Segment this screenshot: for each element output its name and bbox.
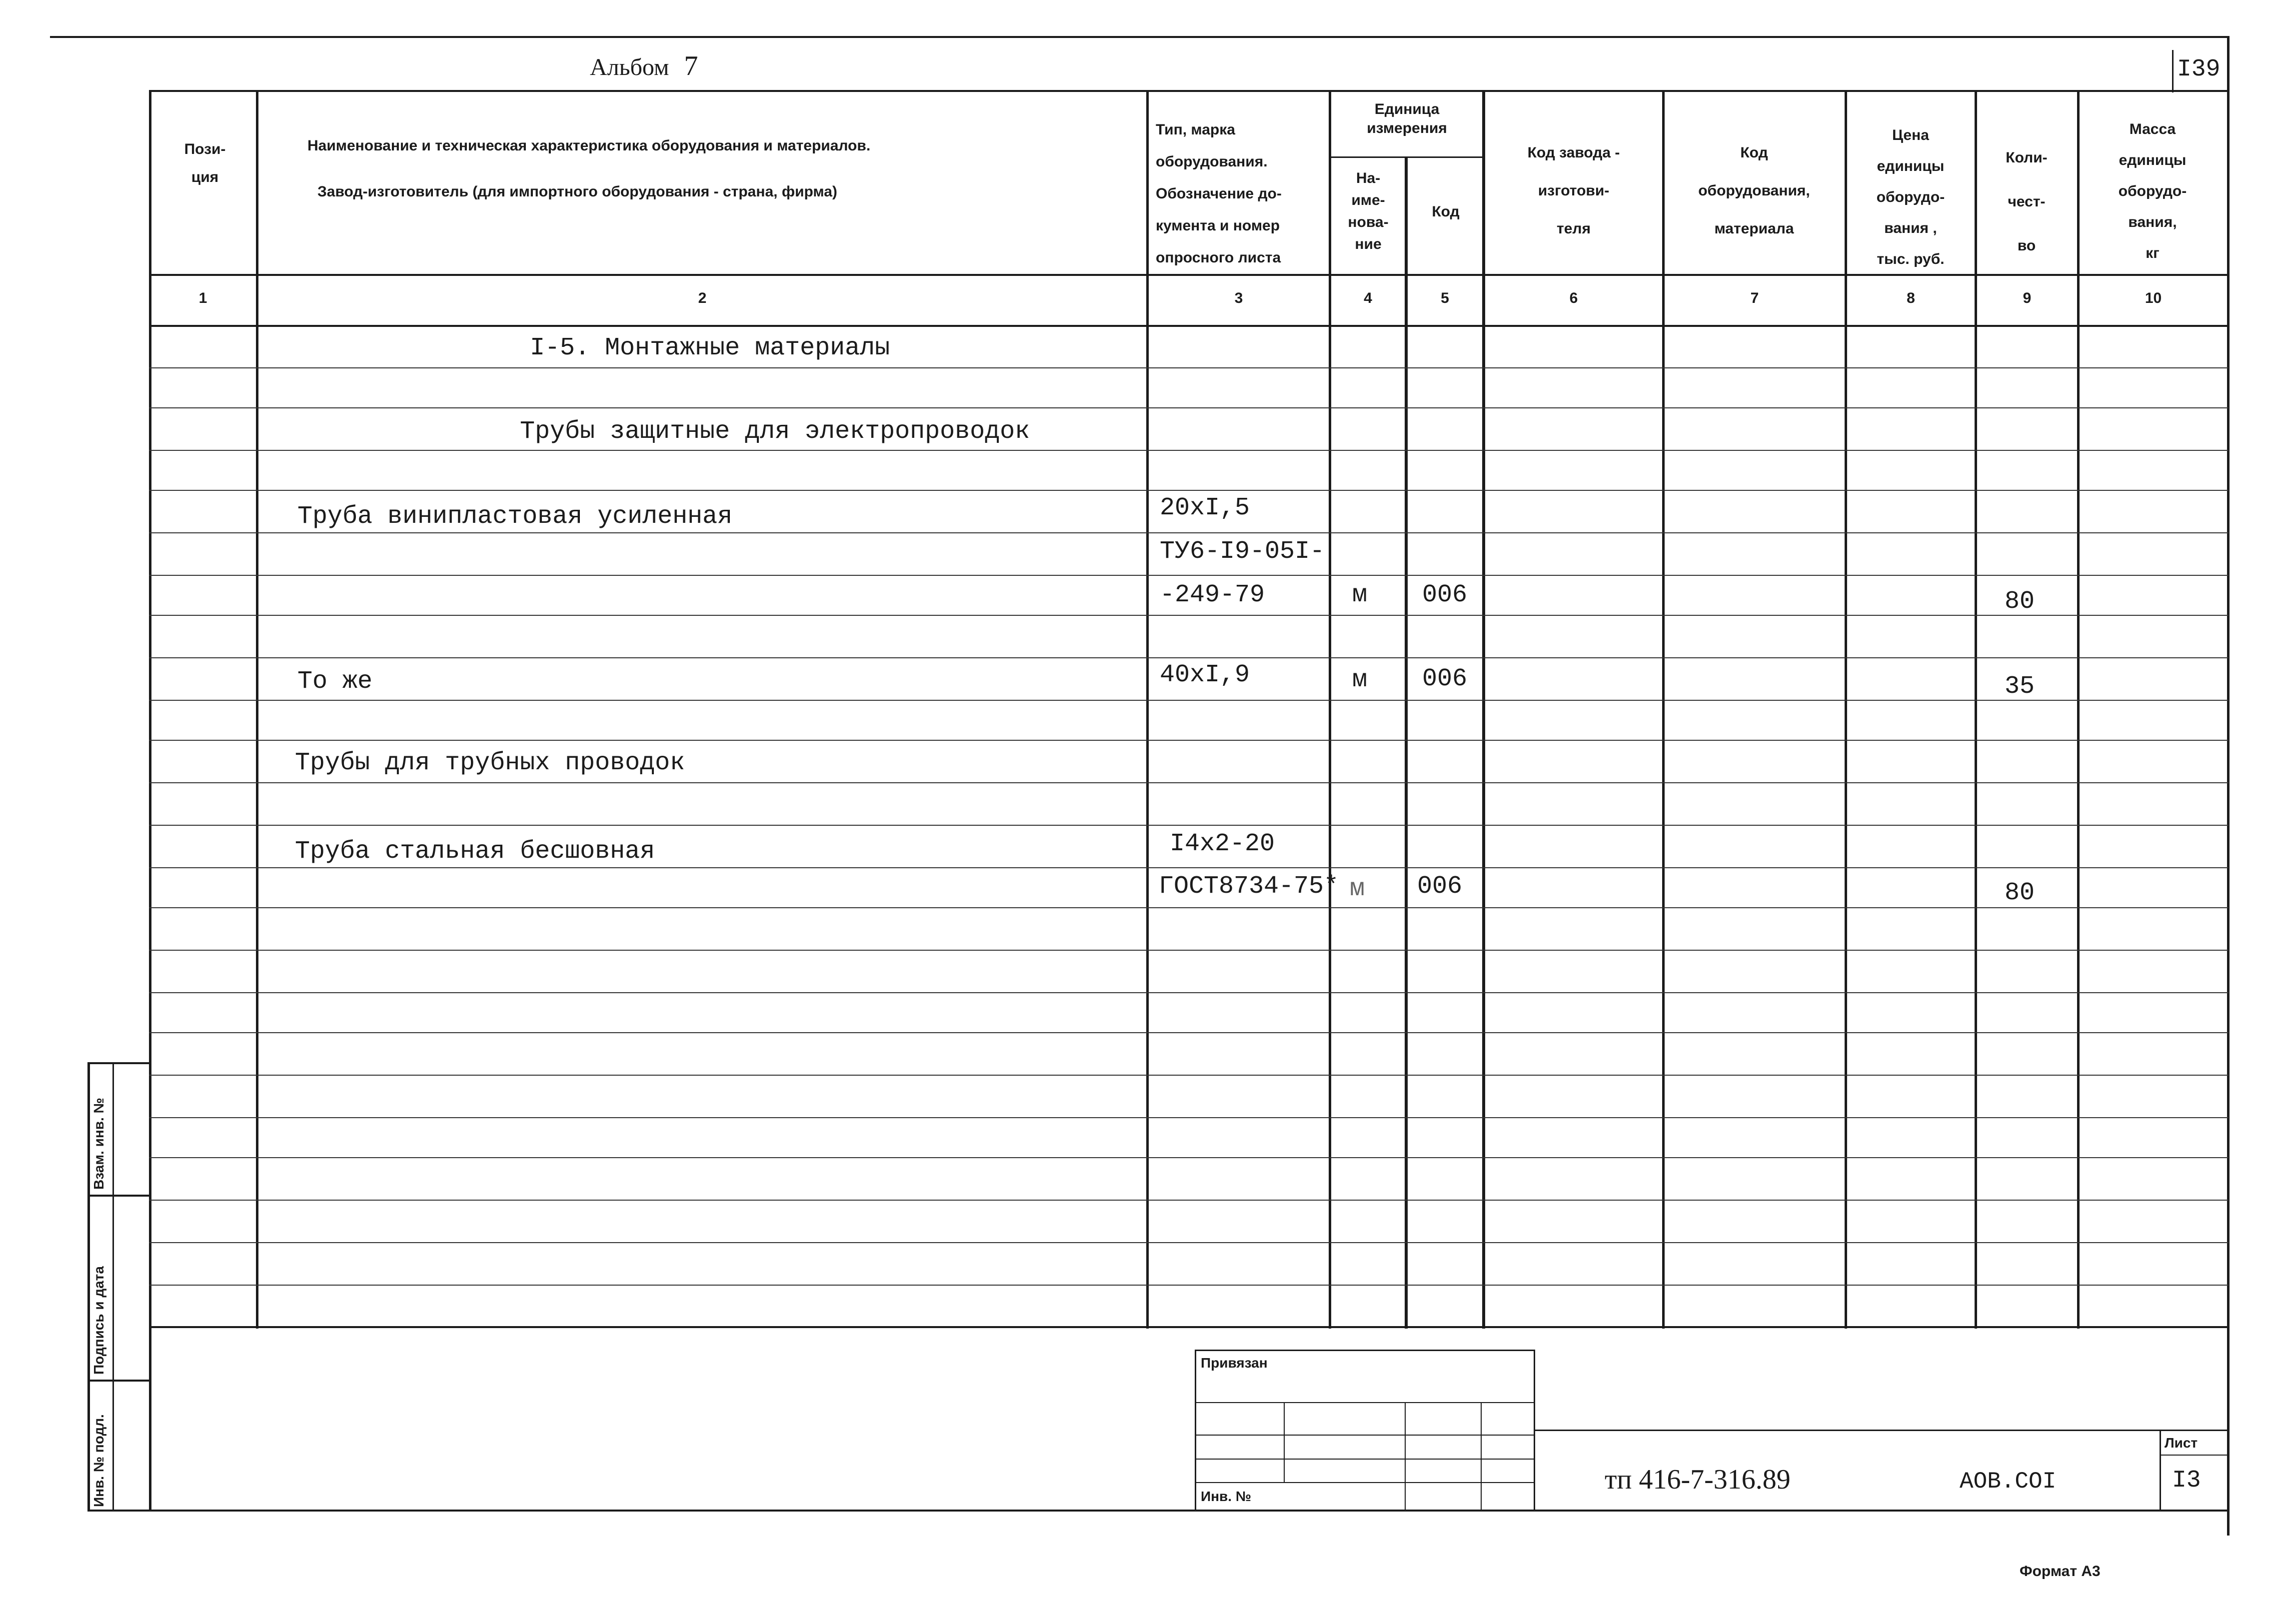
album-number: 7 — [684, 50, 698, 81]
table-bottom-line — [149, 1326, 2229, 1328]
row-line — [149, 1032, 2229, 1033]
item-name: То же — [297, 667, 373, 696]
item-quantity: 35 — [2005, 672, 2035, 701]
row-line — [149, 782, 2229, 783]
stamp-divider — [1405, 1402, 1406, 1510]
header-unit-code: Код — [1432, 203, 1460, 220]
item-unit-code: 006 — [1422, 665, 1468, 693]
row-line — [149, 950, 2229, 951]
subsection-heading: Трубы для трубных проводок — [295, 749, 685, 777]
row-line — [149, 575, 2229, 576]
item-doc: ТУ6-I9-05I- — [1160, 537, 1325, 566]
header-factory-code: Код завода - изготови- теля — [1527, 144, 1620, 237]
row-line — [149, 1200, 2229, 1201]
row-line — [149, 1157, 2229, 1158]
item-name: Труба винипластовая усиленная — [297, 502, 733, 531]
item-unit: м — [1352, 666, 1368, 694]
col-line-6 — [1662, 90, 1665, 1329]
item-unit-code: 006 — [1422, 581, 1468, 609]
project-number: тп 416-7-316.89 — [1605, 1464, 1791, 1495]
stamp-left — [1195, 1350, 1196, 1511]
stamp-divider — [1481, 1402, 1482, 1510]
col-line-8 — [1975, 90, 1977, 1329]
row-line — [149, 1075, 2229, 1076]
stamp-line — [1195, 1459, 1535, 1460]
item-quantity: 80 — [2005, 587, 2035, 616]
stamp-divider — [1284, 1402, 1285, 1482]
stamp-line — [1195, 1482, 1535, 1483]
row-line — [149, 740, 2229, 741]
col-number: 2 — [698, 290, 707, 306]
col-number: 3 — [1234, 290, 1243, 306]
col-line-7 — [1845, 90, 1847, 1329]
row-line — [149, 825, 2229, 826]
frame-right — [2227, 36, 2230, 1536]
stamp-line — [1195, 1402, 1535, 1403]
side-strip-top — [87, 1062, 150, 1064]
row-line — [149, 450, 2229, 451]
col-line-2 — [1146, 90, 1149, 1329]
header-unit-name: На- име- нова- ние — [1348, 170, 1389, 252]
doc-code: АОВ.СОI — [1960, 1469, 2057, 1495]
row-line — [149, 657, 2229, 658]
item-doc: ГОСТ8734-75* — [1159, 872, 1339, 901]
row-line — [149, 1117, 2229, 1118]
header-position: Пози- ция — [184, 141, 226, 185]
sheet-box-split — [2160, 1455, 2229, 1456]
header-type-mark: Тип, марка оборудования. Обозначение до- кумента и номер опросного листа — [1156, 121, 1282, 266]
col-number: 7 — [1750, 290, 1759, 306]
header-price: Цена единицы оборудо- вания , тыс. руб. — [1876, 127, 1945, 267]
item-type: 40хI,9 — [1160, 661, 1250, 689]
row-line — [149, 490, 2229, 491]
title-block-top — [1534, 1430, 2229, 1431]
col-number: 9 — [2023, 290, 2032, 306]
row-line — [149, 867, 2229, 868]
item-unit: м — [1352, 581, 1368, 609]
header-quantity: Коли- чест- во — [2006, 149, 2048, 254]
item-unit-code: 006 — [1417, 872, 1463, 901]
col-number: 8 — [1907, 290, 1915, 306]
stamp-privyazan: Привязан — [1201, 1355, 1268, 1371]
row-line — [149, 700, 2229, 701]
col-number: 5 — [1441, 290, 1449, 306]
col-number: 6 — [1569, 290, 1578, 306]
page-box-left — [2172, 50, 2174, 92]
colnum-bottom-line — [149, 325, 2229, 327]
row-line — [149, 407, 2229, 408]
subsection-heading: Трубы защитные для электропроводок — [520, 417, 1030, 446]
row-line — [149, 1285, 2229, 1286]
row-line — [149, 367, 2229, 368]
sheet-box-left — [2160, 1430, 2161, 1511]
album-title — [590, 50, 698, 82]
side-label-signature-date: Подпись и дата — [91, 1266, 106, 1375]
frame-bottom — [87, 1510, 2230, 1512]
col-line-5 — [1482, 90, 1485, 1329]
col-line-4 — [1405, 156, 1408, 1329]
side-strip-mid — [112, 1062, 114, 1511]
col-number: 10 — [2145, 290, 2162, 306]
item-type: 20хI,5 — [1160, 494, 1250, 522]
col-number: 1 — [198, 290, 207, 306]
row-line — [149, 907, 2229, 908]
page-number: I39 — [2177, 56, 2221, 83]
format-label: Формат А3 — [2020, 1563, 2101, 1580]
side-label-replacement-inv: Взам. инв. № — [91, 1098, 106, 1190]
album-label: Альбом — [590, 54, 669, 80]
stamp-top — [1195, 1350, 1535, 1351]
stamp-inv: Инв. № — [1201, 1489, 1252, 1504]
col-line-9 — [2077, 90, 2080, 1329]
item-unit: м — [1350, 875, 1365, 903]
item-name: Труба стальная бесшовная — [295, 837, 655, 866]
item-quantity: 80 — [2005, 879, 2035, 907]
col-number: 4 — [1364, 290, 1372, 306]
header-top-line — [149, 90, 2229, 92]
row-line — [149, 1242, 2229, 1243]
side-label-original-inv: Инв. № подл. — [91, 1414, 106, 1507]
header-material-code: Код оборудования, материала — [1698, 144, 1810, 237]
header-unit: Единица измерения — [1367, 101, 1447, 136]
frame-left-outer — [87, 1062, 90, 1511]
sheet-label: Лист — [2165, 1435, 2198, 1451]
sheet-number: I3 — [2172, 1467, 2201, 1494]
stamp-line — [1195, 1435, 1535, 1436]
header-mass: Масса единицы оборудо- вания, кг — [2118, 121, 2187, 261]
section-heading: I-5. Монтажные материалы — [530, 334, 890, 362]
row-line — [149, 532, 2229, 533]
item-type: I4х2-20 — [1170, 830, 1275, 858]
item-doc: -249-79 — [1160, 581, 1265, 609]
header-name: Наименование и техническая характеристика оборудования и материалов. Завод-изготовитель (для импортного оборудования - страна, фирма) — [307, 137, 871, 200]
side-strip-sep2 — [87, 1380, 150, 1382]
side-strip-sep1 — [87, 1195, 150, 1197]
col-line-1 — [256, 90, 258, 1329]
row-line — [149, 992, 2229, 993]
col-line-3 — [1329, 90, 1331, 1329]
frame-top — [50, 36, 2230, 38]
row-line — [149, 615, 2229, 616]
